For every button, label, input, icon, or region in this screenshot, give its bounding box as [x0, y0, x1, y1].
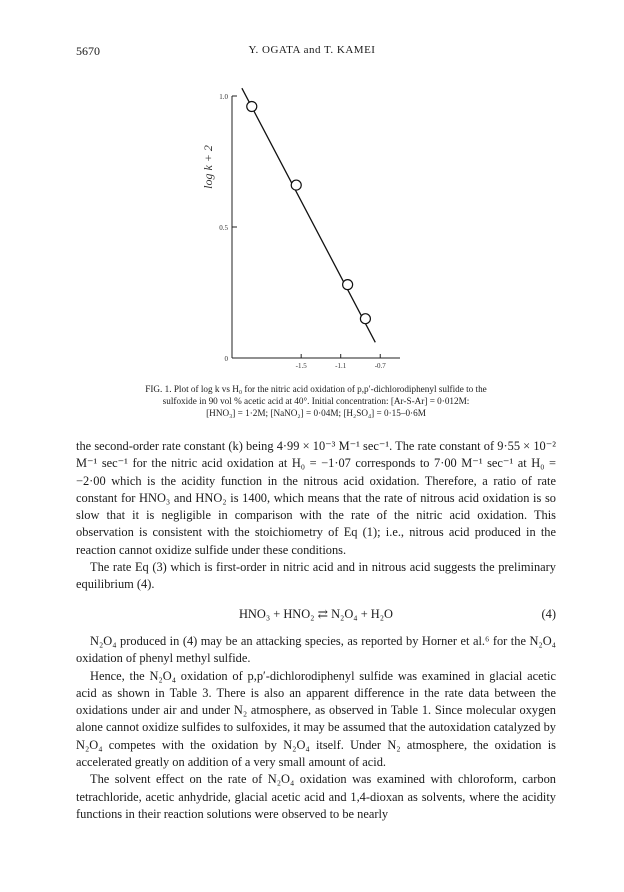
x-tick-label: -1.1	[335, 362, 347, 370]
data-points	[247, 101, 371, 323]
data-point	[291, 180, 301, 190]
paragraph-3: N₂O₄ produced in (4) may be an attacking species, as reported by Horner et al.⁶ for the N₂O₄ oxidation of phenyl methyl sulfide.	[76, 633, 556, 666]
caption-line-3: [HNO₃] = 1·2M; [NaNO₂] = 0·04M; [H₂SO₄] = 0·15–0·6M	[206, 408, 426, 418]
y-axis-label: log k + 2	[201, 145, 215, 189]
equation-body: HNO₃ + HNO₂ ⇄ N₂O₄ + H₂O	[238, 606, 394, 621]
paragraph-5: The solvent effect on the rate of N₂O₄ oxidation was examined with chloroform, carbon tetrachloride, acetic anhydride, glacial acetic acid and 1,4-dioxan as solvents, where the acidity functions in their reaction solutions were observed to be nearly	[76, 772, 556, 821]
paragraph-2: The rate Eq (3) which is first-order in nitric acid and in nitrous acid suggests the preliminary equilibrium (4).	[76, 560, 556, 592]
paragraph-4: Hence, the N₂O₄ oxidation of p,p′-dichlorodiphenyl sulfide was examined in glacial acetic acid as shown in Table 3. There is also an apparent difference in the rate data between the oxidations under air and under N₂ atmosphere, as observed in Table 1. Since molecular oxygen alone cannot oxidize sulfides to sulfoxides, it may be assumed that the autoxidation catalyzed by N₂O₄ competes with the oxidation by N₂O₄ itself. Under N₂ atmosphere, the oxidation is accelerated greatly on addition of a very small amount of acid.	[76, 668, 556, 770]
figure-1-plot	[0, 0, 624, 380]
data-point	[343, 280, 353, 290]
plot-ticks	[219, 93, 386, 370]
data-point	[360, 314, 370, 324]
caption-line-1: FIG. 1. Plot of log k vs H₀ for the nitric acid oxidation of p,p′-dichlorodiphenyl sulfide to the	[145, 384, 487, 394]
equation-number: (4)	[541, 606, 556, 621]
equation-4	[76, 606, 556, 623]
y-tick-label: 0	[224, 355, 228, 363]
running-head: Y. OGATA and T. KAMEI	[248, 44, 376, 56]
data-point	[247, 101, 257, 111]
fit-line	[242, 88, 375, 342]
y-tick-label: 0.5	[219, 224, 228, 232]
page-number: 5670	[76, 44, 100, 58]
x-tick-label: -1.5	[295, 362, 307, 370]
x-tick-label: -0.7	[374, 362, 386, 370]
caption-line-2: sulfoxide in 90 vol % acetic acid at 40°. Initial concentration: [Ar-S-Ar] = 0·012M:	[162, 396, 470, 406]
y-tick-label: 1.0	[219, 93, 228, 101]
plot-axes	[232, 96, 400, 358]
regression-line	[242, 88, 375, 342]
figure-caption	[96, 383, 536, 419]
plot-labels	[201, 145, 215, 189]
body-text	[76, 438, 556, 823]
paragraph-1: the second-order rate constant (k) being 4·99 × 10⁻³ M⁻¹ sec⁻¹. The rate constant of 9·55 × 10⁻² M⁻¹ sec⁻¹ for the nitric acid oxidation at H₀ = −1·07 corresponds to 7·00 M⁻¹ sec⁻¹ at H₀ = −2·00 which is the acidity function in the nitrous acid oxidation. Therefore, a ratio of rate constant for HNO₃ and HNO₂ is 1400, which means that the rate of nitrous acid oxidation is so slow that it is negligible in comparison with the rate of the nitric acid oxidation. This observation is consistent with the stoichiometry of Eq (1); i.e., nitrous acid produced in the reaction cannot oxidize sulfide under these conditions.	[76, 439, 556, 557]
